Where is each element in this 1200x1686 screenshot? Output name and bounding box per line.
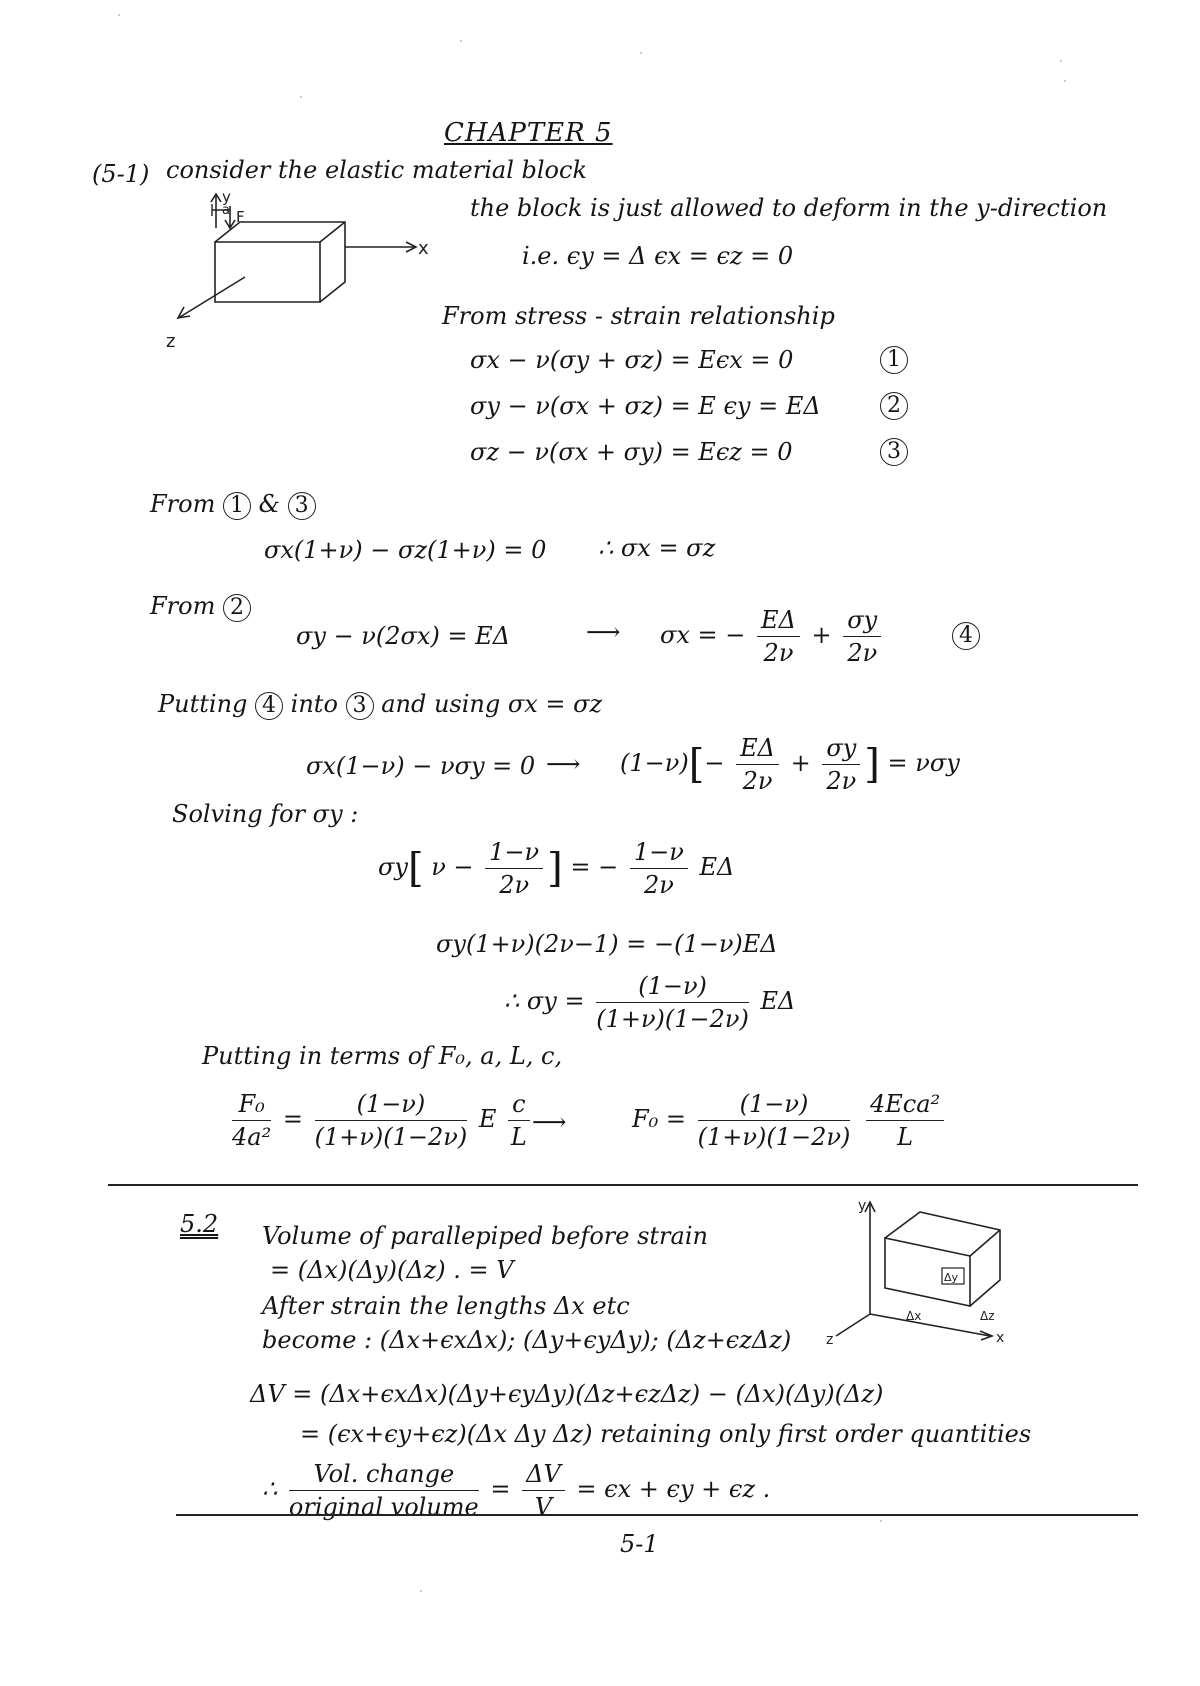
scan-speck: [300, 96, 302, 98]
problem-5-2-line3: After strain the lengths Δx etc: [262, 1292, 630, 1320]
solve-step-1: σy[ ν − $\frac{1-\nu}{2\nu}$ ] = − $\frac{1-\nu}{2\nu}$ EΔ: [378, 838, 735, 899]
scan-speck: [1064, 80, 1066, 82]
substitution-arrow: ⟶: [546, 750, 581, 778]
diagram-label-z: z: [166, 331, 176, 352]
solve-step-2: σy(1+ν)(2ν−1) = −(1−ν)EΔ: [436, 930, 778, 958]
terms-line: Putting in terms of F₀, a, L, c,: [202, 1042, 563, 1070]
strain-line: i.e. ϵy = Δ ϵx = ϵz = 0: [522, 242, 794, 270]
diagram-label-x: x: [418, 238, 429, 259]
from-1-and-3: From 1 & 3: [150, 490, 316, 520]
scan-speck: [1060, 60, 1062, 62]
scan-speck: [420, 1590, 422, 1592]
problem-5-2-line7: ∴ $\frac{\text{Vol. change}}{\text{original volume}}$ = $\frac{\Delta V}{V}$ = ϵx + ϵy + ϵz .: [262, 1460, 771, 1521]
problem-5-2-line2: = (Δx)(Δy)(Δz) . = V: [270, 1256, 514, 1284]
problem-5-2-line5: ΔV = (Δx+ϵxΔx)(Δy+ϵyΔy)(Δz+ϵzΔz) − (Δx)(Δy)(Δz): [250, 1380, 884, 1408]
from-stress-strain: From stress - strain relationship: [442, 302, 835, 330]
diagram-label-F: F: [236, 208, 245, 226]
parallelepiped-label-x: x: [996, 1330, 1005, 1346]
solving-heading: Solving for σy :: [172, 800, 359, 828]
eq-tag-1: 1: [880, 346, 908, 374]
final-equation-left: $\frac{\text{F₀}}{\text{4a²}}$ = $\frac{(1-\nu)}{(1+\nu)(1-2\nu)}$ E $\frac{c}{L}$: [228, 1090, 534, 1151]
parallelepiped-diagram: [820, 1196, 1020, 1346]
page-number: 5-1: [620, 1530, 659, 1558]
eq-tag-3: 3: [880, 438, 908, 466]
problem-5-1-label: (5-1): [92, 160, 150, 188]
equation-1: σx − ν(σy + σz) = Eϵx = 0: [470, 346, 794, 374]
bottom-divider: [176, 1514, 1138, 1516]
scan-speck: [118, 14, 120, 16]
final-equation-right: F₀ = $\frac{(1-\nu)}{(1+\nu)(1-2\nu)}$ $\frac{\text{4Eca²}}{L}$: [632, 1090, 948, 1151]
from-2: From 2: [150, 592, 251, 622]
final-arrow: ⟶: [532, 1108, 567, 1136]
parallelepiped-label-dz: Δz: [980, 1309, 995, 1323]
diagram-label-a: a: [222, 203, 230, 218]
parallelepiped-label-y: y: [858, 1198, 867, 1214]
scan-speck: [880, 1520, 882, 1522]
problem-5-2-label: 5.2: [180, 1210, 219, 1238]
substitution-left: σx(1−ν) − νσy = 0: [306, 752, 536, 780]
problem-5-2-line4: become : (Δx+ϵxΔx); (Δy+ϵyΔy); (Δz+ϵzΔz): [262, 1326, 792, 1354]
elastic-block-diagram: [150, 192, 430, 362]
substitution-right: (1−ν)[− $\frac{E\Delta}{2\nu}$ + $\frac{\sigma y}{2\nu}$ ] = νσy: [620, 734, 960, 795]
eq-tag-2: 2: [880, 392, 908, 420]
eq-tag-4: 4: [952, 622, 980, 650]
equation-4-left: σy − ν(2σx) = EΔ: [296, 622, 511, 650]
chapter-title: CHAPTER 5: [444, 118, 613, 148]
scan-speck: [460, 40, 462, 42]
problem-5-1-intro: consider the elastic material block: [166, 156, 587, 184]
symmetry-equation: σx(1+ν) − σz(1+ν) = 0: [264, 536, 547, 564]
section-divider: [108, 1184, 1138, 1186]
solve-step-3: ∴ σy = $\frac{(1-\nu)}{(1+\nu)(1-2\nu)}$ EΔ: [504, 972, 796, 1033]
parallelepiped-label-z: z: [826, 1332, 834, 1346]
parallelepiped-label-dy: Δy: [944, 1271, 959, 1284]
equation-4-right: σx = − $\frac{E\Delta}{2\nu}$ + $\frac{\sigma y}{2\nu}$: [660, 606, 885, 667]
scan-speck: [640, 52, 642, 54]
problem-5-2-line1: Volume of parallepiped before strain: [262, 1222, 708, 1250]
putting-line: Putting 4 into 3 and using σx = σz: [158, 690, 603, 718]
equation-4-arrow: ⟶: [586, 618, 621, 646]
problem-5-2-line6: = (ϵx+ϵy+ϵz)(Δx Δy Δz) retaining only first order quantities: [300, 1420, 1032, 1448]
deform-note: the block is just allowed to deform in the y-direction: [470, 194, 1108, 222]
equation-3: σz − ν(σx + σy) = Eϵz = 0: [470, 438, 793, 466]
parallelepiped-label-dx: Δx: [906, 1309, 922, 1323]
diagram-label-y: y: [222, 192, 231, 206]
equation-2: σy − ν(σx + σz) = E ϵy = EΔ: [470, 392, 821, 420]
symmetry-result: ∴ σx = σz: [598, 534, 716, 562]
